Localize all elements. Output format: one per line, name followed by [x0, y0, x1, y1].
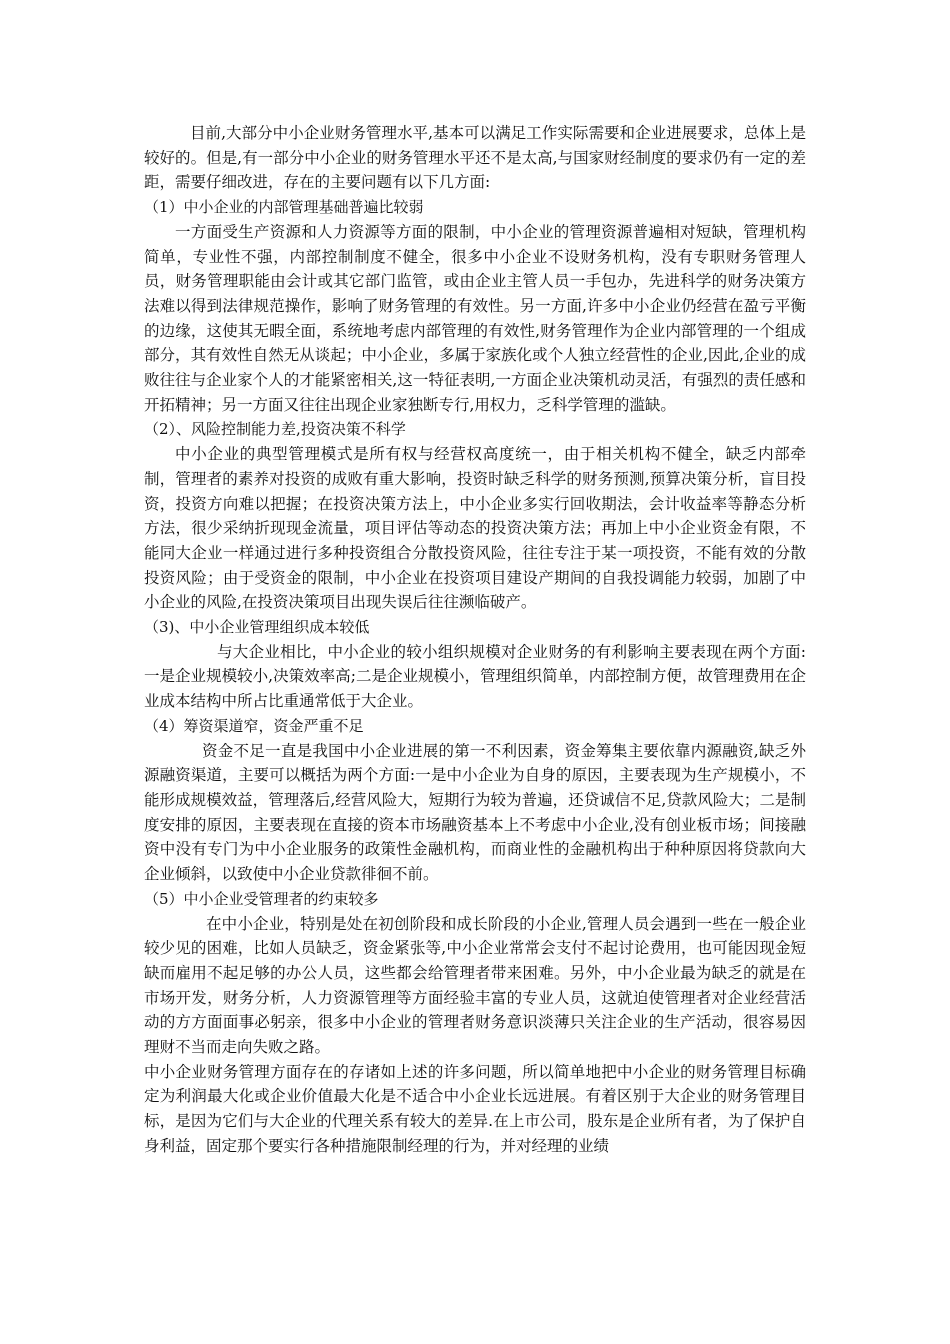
section-heading-4: （4）筹资渠道窄，资金严重不足 — [144, 716, 364, 735]
section-heading-5: （5）中小企业受管理者的约束较多 — [144, 889, 379, 908]
section-heading-2: （2）、风险控制能力差,投资决策不科学 — [144, 420, 406, 439]
section-body-5: 在中小企业，特别是处在初创阶段和成长阶段的小企业,管理人员会遇到一些在一般企业较少见的困难，比如人员缺乏，资金紧张等,中小企业常常会支付不起讨论费用，也可能因现金短缺而雇用不起足够的办公人员，这些都会给管理者带来困难。另外，中小企业最为缺乏的就是在市场开发，财务分析，人力资源管理等方面经验丰富的专业人员，这就迫使管理者对企业经营活动的方方面面事必躬亲，很多中小企业的管理者财务意识淡薄只关注企业的生产活动，很容易因理财不当而走向失败之路。 — [144, 914, 806, 1057]
intro-paragraph: 目前,大部分中小企业财务管理水平,基本可以满足工作实际需要和企业进展要求，总体上是较好的。但是,有一部分中小企业的财务管理水平还不是太高,与国家财经制度的要求仍有一定的差距，需要仔细改进，存在的主要问题有以下几方面: — [144, 124, 806, 192]
section-body-1: 一方面受生产资源和人力资源等方面的限制，中小企业的管理资源普遍相对短缺，管理机构简单，专业性不强，内部控制制度不健全，很多中小企业不设财务机构，没有专职财务管理人员，财务管理职能由会计或其它部门监管，或由企业主管人员一手包办，先进科学的财务决策方法难以得到法律规范操作，影响了财务管理的有效性。另一方面,许多中小企业仍经营在盈亏平衡的边缘，这使其无暇全面，系统地考虑内部管理的有效性,财务管理作为企业内部管理的一个组成部分，其有效性自然无从谈起；中小企业，多属于家族化或个人独立经营性的企业,因此,企业的成败往往与企业家个人的才能紧密相关,这一特征表明,一方面企业决策机动灵活，有强烈的责任感和开拓精神；另一方面又往往出现企业家独断专行,用权力，乏科学管理的滥缺。 — [144, 222, 806, 414]
section-body-2: 中小企业的典型管理模式是所有权与经营权高度统一，由于相关机构不健全，缺乏内部牵制，管理者的素养对投资的成败有重大影响，投资时缺乏科学的财务预测,预算决策分析，盲目投资，投资方向难以把握；在投资决策方法上，中小企业多实行回收期法，会计收益率等静态分析方法，很少采纳折现现金流量，项目评估等动态的投资决策方法；再加上中小企业资金有限，不能同大企业一样通过进行多种投资组合分散投资风险，往往专注于某一项投资，不能有效的分散投资风险；由于受资金的限制，中小企业在投资项目建设产期间的自我投调能力较弱，加剧了中小企业的风险,在投资决策项目出现失误后往往濒临破产。 — [144, 445, 806, 612]
section-body-3: 与大企业相比，中小企业的较小组织规模对企业财务的有利影响主要表现在两个方面:一是企业规模较小,决策效率高;二是企业规模小，管理组织简单，内部控制方便，故管理费用在企业成本结构中所占比重通常低于大企业。 — [144, 642, 806, 711]
section-body-4: 资金不足一直是我国中小企业进展的第一不利因素，资金筹集主要依靠内源融资,缺乏外源融资渠道，主要可以概括为两个方面:一是中小企业为自身的原因，主要表现为生产规模小，不能形成规模效益，管理落后,经营风险大，短期行为较为普遍，还贷诚信不足,贷款风险大；二是制度安排的原因，主要表现在直接的资本市场融资基本上不考虑中小企业,没有创业板市场；间接融资中没有专门为中小企业服务的政策性金融机构，而商业性的金融机构出于种种原因将贷款向大企业倾斜，以致使中小企业贷款徘徊不前。 — [144, 741, 806, 884]
document-body — [144, 121, 806, 1159]
section-heading-1: （1）中小企业的内部管理基础普遍比较弱 — [144, 198, 424, 217]
section-heading-3: （3)、中小企业管理组织成本较低 — [144, 618, 370, 637]
conclusion-paragraph: 中小企业财务管理方面存在的存诸如上述的许多问题，所以简单地把中小企业的财务管理目标确定为利润最大化或企业价值最大化是不适合中小企业长远进展。有着区别于大企业的财务管理目标，是因为它们与大企业的代理关系有较大的差异.在上市公司，股东是企业所有者，为了保护自身利益，固定那个要实行各种措施限制经理的行为，并对经理的业绩 — [144, 1062, 806, 1155]
